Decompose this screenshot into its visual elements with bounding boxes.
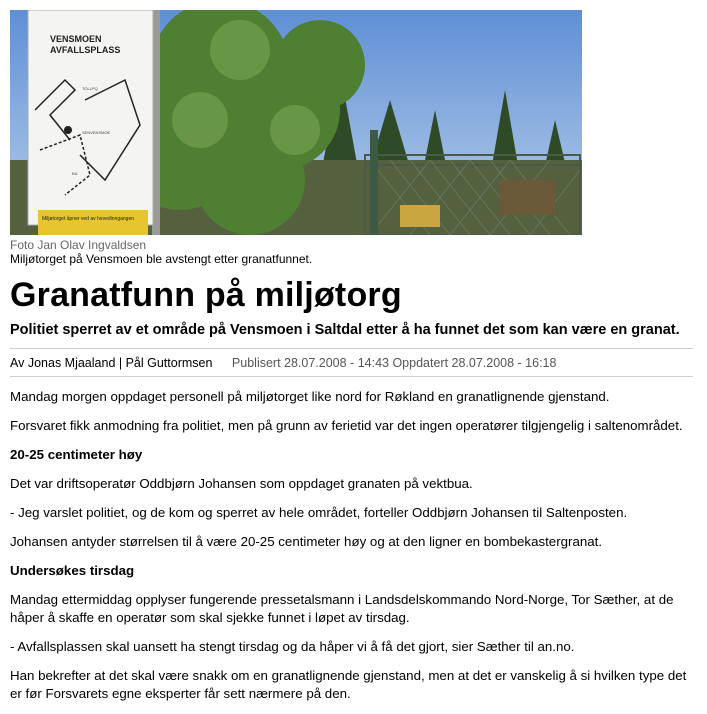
sign-title-line2: AVFALLSPLASS [50, 45, 121, 55]
article-paragraph: Han bekrefter at det skal være snakk om en granatlignende gjenstand, men at det er vanskelig å si hvilken type det er før Forsvarets egne eksperter får sett nærmere på den. [10, 668, 687, 701]
byline-divider-top [10, 348, 693, 349]
sign-label-3: BIL [72, 171, 79, 176]
article-paragraph: Mandag ettermiddag opplyser fungerende pressetalsmann i Landsdelskommando Nord-Norge, Tor Sæther, at de håper å skaffe en operatør som skal sjekke funnet i løpet av tirsdag. [10, 592, 674, 625]
article-paragraph: - Avfallsplassen skal uansett ha stengt tirsdag og da håper vi å få det gjort, sier Sæther til an.no. [10, 639, 575, 654]
photo-illustration [10, 10, 582, 235]
byline-authors: Av Jonas Mjaaland | Pål Guttormsen [10, 356, 213, 370]
sign-label-2: SENVENSMOE [82, 130, 111, 135]
photo-credit: Foto Jan Olav Ingvaldsen [10, 238, 147, 252]
article-lead: Politiet sperret av et område på Vensmoen i Saltdal etter å ha funnet det som kan være en granat. [10, 322, 680, 338]
sign-label-1: TOLLPQ [82, 86, 98, 91]
byline [10, 355, 556, 371]
article-body [10, 388, 700, 714]
sign-title-line1: VENSMOEN [50, 34, 102, 44]
article-subheading: Undersøkes tirsdag [10, 563, 135, 578]
photo-caption: Miljøtorget på Vensmoen ble avstengt etter granatfunnet. [10, 252, 313, 266]
article-subheading: 20-25 centimeter høy [10, 447, 143, 462]
article-paragraph: Forsvaret fikk anmodning fra politiet, men på grunn av ferietid var det ingen operatører tilgjengelig i saltenområdet. [10, 418, 683, 433]
byline-divider-bottom [10, 376, 693, 377]
sign-footer-text: Miljøtorget åpner ved av hovedinngangen [42, 216, 135, 222]
article-paragraph: Mandag morgen oppdaget personell på miljøtorget like nord for Røkland en granatlignende gjenstand. [10, 389, 610, 404]
article-photo [10, 10, 582, 235]
byline-timestamps: Publisert 28.07.2008 - 14:43 Oppdatert 28.07.2008 - 16:18 [231, 356, 557, 370]
article-paragraph: - Jeg varslet politiet, og de kom og sperret av hele området, forteller Oddbjørn Johansen til Saltenposten. [10, 505, 628, 520]
article-paragraph: Johansen antyder størrelsen til å være 20-25 centimeter høy og at den ligner en bombekastergranat. [10, 534, 603, 549]
article-paragraph: Det var driftsoperatør Oddbjørn Johansen som oppdaget granaten på vektbua. [10, 476, 473, 491]
article-headline: Granatfunn på miljøtorg [10, 276, 402, 314]
